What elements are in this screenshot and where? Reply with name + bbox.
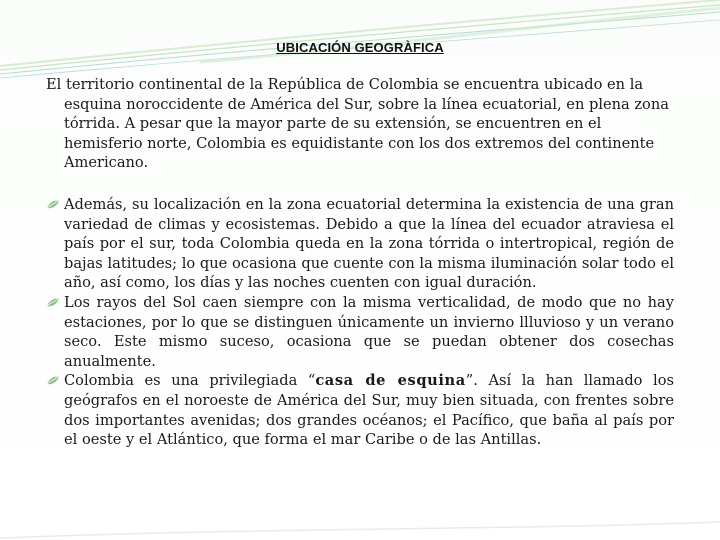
bullet-text-emphasis: casa de esquina xyxy=(315,372,466,390)
list-item xyxy=(46,371,674,449)
intro-paragraph: El territorio continental de la República de Colombia se encuentra ubicado en la esquina noroccidente de América del Sur, sobre la línea ecuatorial, en plena zona tórrida. A pesar que la mayor parte de su extensión, se encuentren en el hemisferio norte, Colombia es equidistante con los dos extremos del continente Americano. xyxy=(46,76,669,172)
bullet-list xyxy=(46,195,674,450)
leaf-bullet-icon xyxy=(46,200,60,210)
bullet-text-before: Colombia es una privilegiada “ xyxy=(64,372,316,390)
content-body xyxy=(46,75,674,450)
decorative-swoosh-bottom xyxy=(0,500,720,540)
page-title: UBICACIÓN GEOGRÀFICA xyxy=(276,40,444,55)
bullet-text: Los rayos del Sol caen siempre con la misma verticalidad, de modo que no hay estaciones, por lo que se distinguen únicamente un invierno llluvioso y un verano seco. Este mismo suceso, ocasiona que se puedan obtener dos cosechas anualmente. xyxy=(64,293,674,370)
leaf-bullet-icon xyxy=(46,376,60,386)
list-item xyxy=(46,293,674,371)
bullet-text-after: ”. Así la han llamado los geógrafos en el noroeste de América del Sur, muy bien situada, con frentes sobre dos importantes avenidas; dos grandes océanos; el Pacífico, que baña al país por el oeste y el Atlántico, que forma el mar Caribe o de las Antillas. xyxy=(64,372,674,449)
list-item xyxy=(46,195,674,293)
bullet-text: Además, su localización en la zona ecuatorial determina la existencia de una gran variedad de climas y ecosistemas. Debido a que la línea del ecuador atraviesa el país por el sur, toda Colombia queda en la zona tórrida o intertropical, región de bajas latitudes; lo que ocasiona que cuente con la misma iluminación solar todo el año, así como, los días y las noches cuenten con igual duración. xyxy=(64,195,674,292)
leaf-bullet-icon xyxy=(46,298,60,308)
